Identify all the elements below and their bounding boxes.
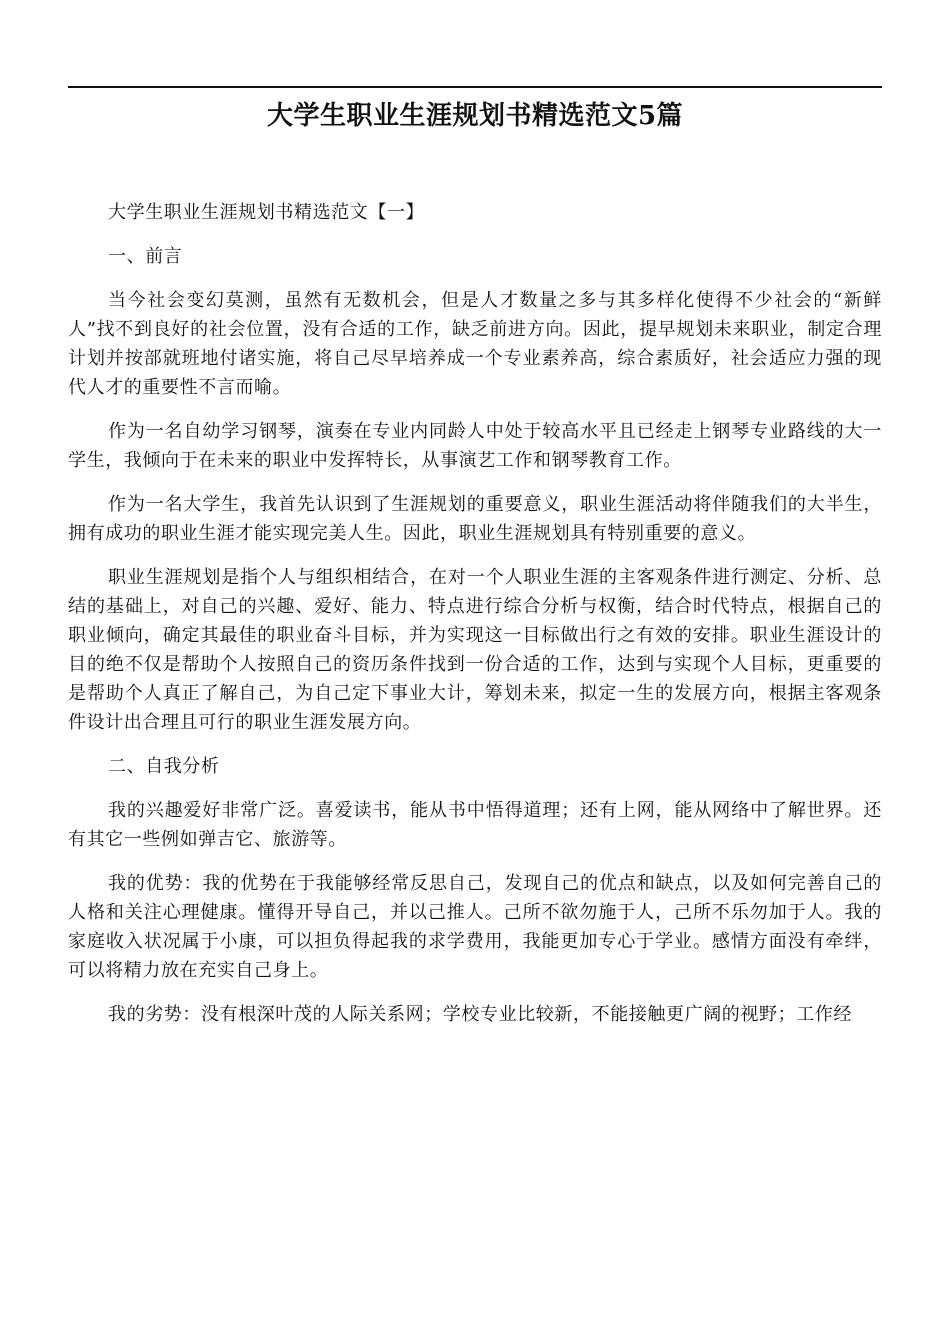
body-paragraph: 职业生涯规划是指个人与组织相结合，在对一个人职业生涯的主客观条件进行测定、分析、总结的基础上，对自己的兴趣、爱好、能力、特点进行综合分析与权衡，结合时代特点，根据自己的职业倾向，确定其最佳的职业奋斗目标，并为实现这一目标做出行之有效的安排。职业生涯设计的目的绝不仅是帮助个人按照自己的资历条件找到一份合适的工作，达到与实现个人目标，更重要的是帮助个人真正了解自己，为自己定下事业大计，筹划未来，拟定一生的发展方向，根据主客观条件设计出合理且可行的职业生涯发展方向。 [68,567,882,733]
document-title: 大学生职业生涯规划书精选范文5篇 [266,101,684,131]
subsection-heading: 二、自我分析 [108,756,220,777]
document-body [68,198,882,1044]
body-paragraph: 我的劣势：没有根深叶茂的人际关系网；学校专业比较新，不能接触更广阔的视野；工作经 [108,1004,852,1025]
body-paragraph: 我的兴趣爱好非常广泛。喜爱读书，能从书中悟得道理；还有上网，能从网络中了解世界。还有其它一些例如弹吉它、旅游等。 [68,800,882,850]
body-paragraph: 作为一名大学生，我首先认识到了生涯规划的重要意义，职业生涯活动将伴随我们的大半生，拥有成功的职业生涯才能实现完美人生。因此，职业生涯规划具有特别重要的意义。 [68,494,882,544]
section-heading: 大学生职业生涯规划书精选范文【一】 [108,202,425,223]
subsection-heading: 一、前言 [108,246,183,267]
body-paragraph: 我的优势：我的优势在于我能够经常反思自己，发现自己的优点和缺点，以及如何完善自己的人格和关注心理健康。懂得开导自己，并以己推人。己所不欲勿施于人，己所不乐勿加于人。我的家庭收入状况属于小康，可以担负得起我的求学费用，我能更加专心于学业。感情方面没有牵绊，可以将精力放在充实自己身上。 [68,873,882,981]
body-paragraph: 当今社会变幻莫测，虽然有无数机会，但是人才数量之多与其多样化使得不少社会的“新鲜人”找不到良好的社会位置，没有合适的工作，缺乏前进方向。因此，提早规划未来职业，制定合理计划并按部就班地付诸实施，将自己尽早培养成一个专业素养高，综合素质好，社会适应力强的现代人才的重要性不言而喻。 [68,290,882,398]
header-rule [68,86,882,88]
body-paragraph: 作为一名自幼学习钢琴，演奏在专业内同龄人中处于较高水平且已经走上钢琴专业路线的大一学生，我倾向于在未来的职业中发挥特长，从事演艺工作和钢琴教育工作。 [68,421,882,471]
